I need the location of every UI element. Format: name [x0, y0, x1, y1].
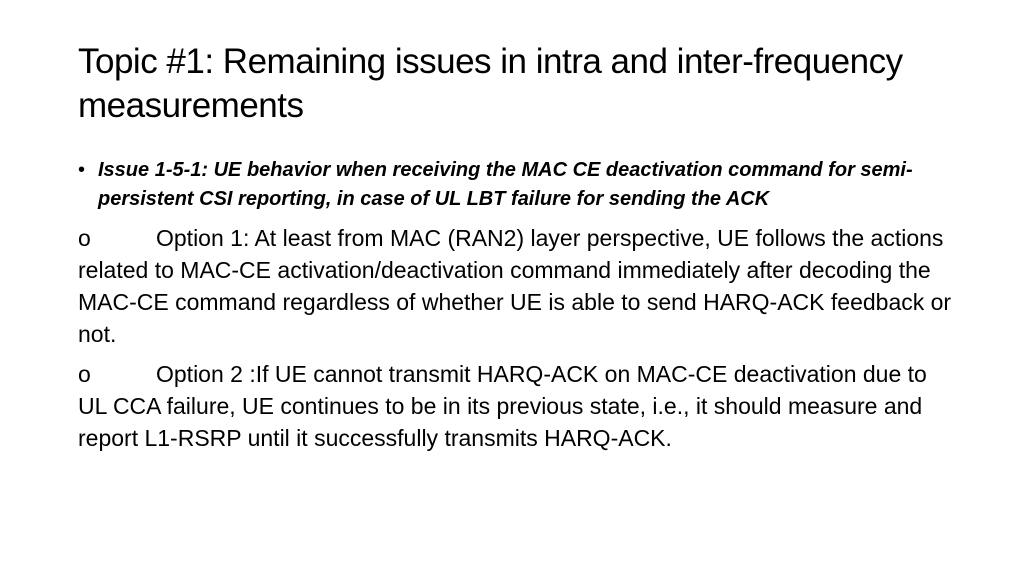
option-2-marker: o	[78, 361, 91, 387]
option-1-marker: o	[78, 225, 91, 251]
slide-title: Topic #1: Remaining issues in intra and inter-frequency measurements	[78, 42, 903, 125]
bullet-dot-icon: •	[78, 159, 86, 181]
option-2-text: Option 2 :If UE cannot transmit HARQ-ACK on MAC-CE deactivation due to UL CCA failure, UE continues to be in its previous state, i.e., it should measure and report L1-RSRP until it successfully transmits HARQ-ACK.	[78, 361, 927, 451]
option-1-text: Option 1: At least from MAC (RAN2) layer perspective, UE follows the actions related to MAC-CE activation/deactivation command immediately after decoding the MAC-CE command regardless of whether UE is able to send HARQ-ACK feedback or not.	[78, 225, 952, 347]
issue-bullet	[78, 156, 958, 214]
slide-body	[78, 156, 958, 454]
option-1	[78, 222, 958, 350]
issue-text: Issue 1-5-1: UE behavior when receiving the MAC CE deactivation command for semi-persistent CSI reporting, in case of UL LBT failure for sending the ACK	[98, 159, 913, 210]
option-2	[78, 358, 958, 454]
